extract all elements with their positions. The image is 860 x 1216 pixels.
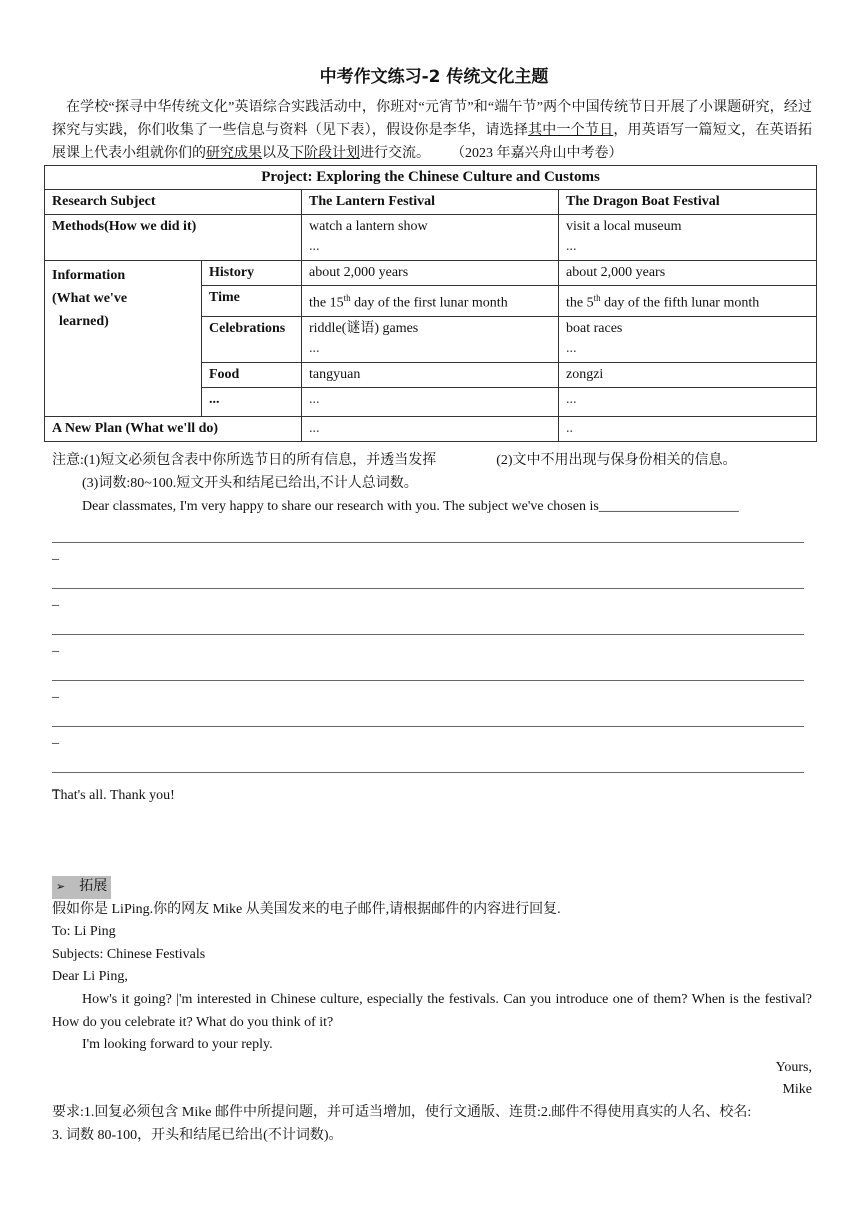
extension-heading-row [52, 876, 812, 899]
intro-text-2: ，用英语写一篇短文，在英语拓展课上代表小组就你们的 [52, 123, 813, 161]
sub-label-more: ... [202, 387, 302, 416]
celebration-dragon-1: boat races [566, 320, 623, 336]
note-3: (3)词数:80~100.短文开头和结尾已给出,不计人总词数。 [82, 476, 418, 491]
email-subject: Subjects: Chinese Festivals [52, 946, 206, 962]
method-lantern-1: watch a lantern show [309, 219, 428, 234]
email-to: To: Li Ping [52, 924, 116, 940]
cell-time-lantern [302, 286, 559, 317]
celebration-lantern-1: riddle(谜语) games [309, 320, 419, 336]
arrow-bullet-icon: ➢ [56, 880, 66, 893]
email-sign-off: Yours, [775, 1059, 812, 1075]
cell-time-dragon [559, 286, 817, 317]
essay-closing: That's all. Thank you! [52, 788, 175, 803]
note-line-1 [52, 449, 816, 472]
method-lantern-2: ... [309, 239, 320, 254]
cell-food-dragon: zongzi [559, 362, 817, 387]
info-label-1: Information [52, 268, 126, 283]
note-2: (2)文中不用出现与保身份相关的信息。 [496, 453, 737, 468]
writing-line[interactable] [52, 520, 804, 543]
intro-text-3: 以及 [262, 146, 290, 161]
table-caption: Project: Exploring the Chinese Culture and Customs [45, 166, 817, 190]
time-lantern-day: the 15 [309, 295, 344, 311]
info-label-2: (What we've [52, 291, 128, 306]
intro-underline-results: 研究成果 [206, 146, 262, 161]
sub-label-food: Food [202, 362, 302, 387]
requirements-1: 要求:1.回复必须包含 Mike 邮件中所提问题，并可适当增加，使行文通版、连贯:2.邮件不得使用真实的人名、校名: [52, 1104, 752, 1120]
project-table [44, 165, 817, 442]
exam-source: （2023 年嘉兴舟山中考卷） [458, 146, 623, 161]
extension-heading-label: 拓展 [79, 879, 108, 894]
intro-underline-plan: 下阶段计划 [290, 146, 360, 161]
cell-plan-dragon: .. [559, 416, 817, 441]
row-label-new-plan: A New Plan (What we'll do) [45, 416, 302, 441]
time-dragon-day: the 5 [566, 295, 594, 311]
cell-food-lantern: tangyuan [302, 362, 559, 387]
celebration-dragon-2: ... [566, 340, 577, 356]
writing-area[interactable] [52, 520, 804, 796]
email-body-2: I'm looking forward to your reply. [82, 1037, 273, 1053]
cell-methods-dragon [559, 215, 817, 261]
cell-history-lantern: about 2,000 years [302, 261, 559, 286]
requirements-2: 3. 词数 80-100，开头和结尾已给出(不计词数)。 [52, 1127, 343, 1143]
info-label-3: learned) [59, 314, 109, 329]
intro-text-4: 进行交流。 [360, 146, 430, 161]
header-lantern-festival: The Lantern Festival [302, 190, 559, 215]
time-dragon-suffix: th [593, 293, 601, 303]
writing-line[interactable] [52, 750, 804, 773]
intro-text-1: 在学校“探寻中华传统文化”英语综合实践活动中，你班对“元宵节”和“端午节”两个中国传统节日开展了小课题研究，经过探究与实践，你们收集了一些信息与资料（见下表），假设你是李华，请选择 [52, 100, 812, 138]
extension-prompt: 假如你是 LiPing.你的网友 Mike 从美国发来的电子邮件,请根据邮件的内容进行回复. [52, 901, 561, 917]
note-1: 注意:(1)短文必须包含表中你所选节日的所有信息，并透当发挥 [52, 453, 437, 468]
dash-mark: _ [52, 731, 59, 746]
dash-mark: _ [52, 639, 59, 654]
sub-label-history: History [202, 261, 302, 286]
cell-plan-lantern: ... [302, 416, 559, 441]
cell-history-dragon: about 2,000 years [559, 261, 817, 286]
row-label-information [45, 261, 202, 417]
task-instructions [52, 96, 812, 165]
sub-label-time: Time [202, 286, 302, 317]
cell-celebrations-lantern [302, 316, 559, 362]
cell-more-lantern: ... [302, 387, 559, 416]
writing-line[interactable] [52, 566, 804, 589]
dash-mark: _ [52, 685, 59, 700]
row-label-methods: Methods(How we did it) [45, 215, 302, 261]
time-lantern-suffix: th [343, 293, 351, 303]
dash-mark: _ [52, 547, 59, 562]
cell-celebrations-dragon [559, 316, 817, 362]
time-lantern-rest: day of the first lunar month [350, 295, 508, 311]
cell-methods-lantern [302, 215, 559, 261]
email-body-1: How's it going? |'m interested in Chinese culture, especially the festivals. Can you introduce one of them? When is the festival? How do you celebrate it? What do you think of it? [52, 991, 812, 1030]
writing-line[interactable] [52, 704, 804, 727]
header-dragon-boat-festival: The Dragon Boat Festival [559, 190, 817, 215]
sub-label-celebrations: Celebrations [202, 316, 302, 362]
method-dragon-1: visit a local museum [566, 219, 682, 234]
method-dragon-2: ... [566, 239, 577, 254]
extension-section [52, 876, 812, 1147]
extension-heading [52, 876, 111, 899]
writing-line[interactable] [52, 658, 804, 681]
page-title: 中考作文练习-2 传统文化主题 [319, 67, 549, 87]
essay-opening: Dear classmates, I'm very happy to share our research with you. The subject we've chosen is____________________ [82, 499, 739, 514]
celebration-lantern-2: ... [309, 340, 320, 356]
time-dragon-rest: day of the fifth lunar month [600, 295, 760, 311]
notes-section [52, 449, 816, 518]
cell-more-dragon: ... [559, 387, 817, 416]
email-signature: Mike [782, 1082, 812, 1098]
header-research-subject: Research Subject [45, 190, 302, 215]
dash-mark: _ [52, 593, 59, 608]
intro-underline-one-festival: 其中一个节日 [528, 123, 614, 138]
email-greeting: Dear Li Ping, [52, 969, 128, 985]
writing-line[interactable] [52, 612, 804, 635]
dash-mark: _ [52, 777, 59, 792]
